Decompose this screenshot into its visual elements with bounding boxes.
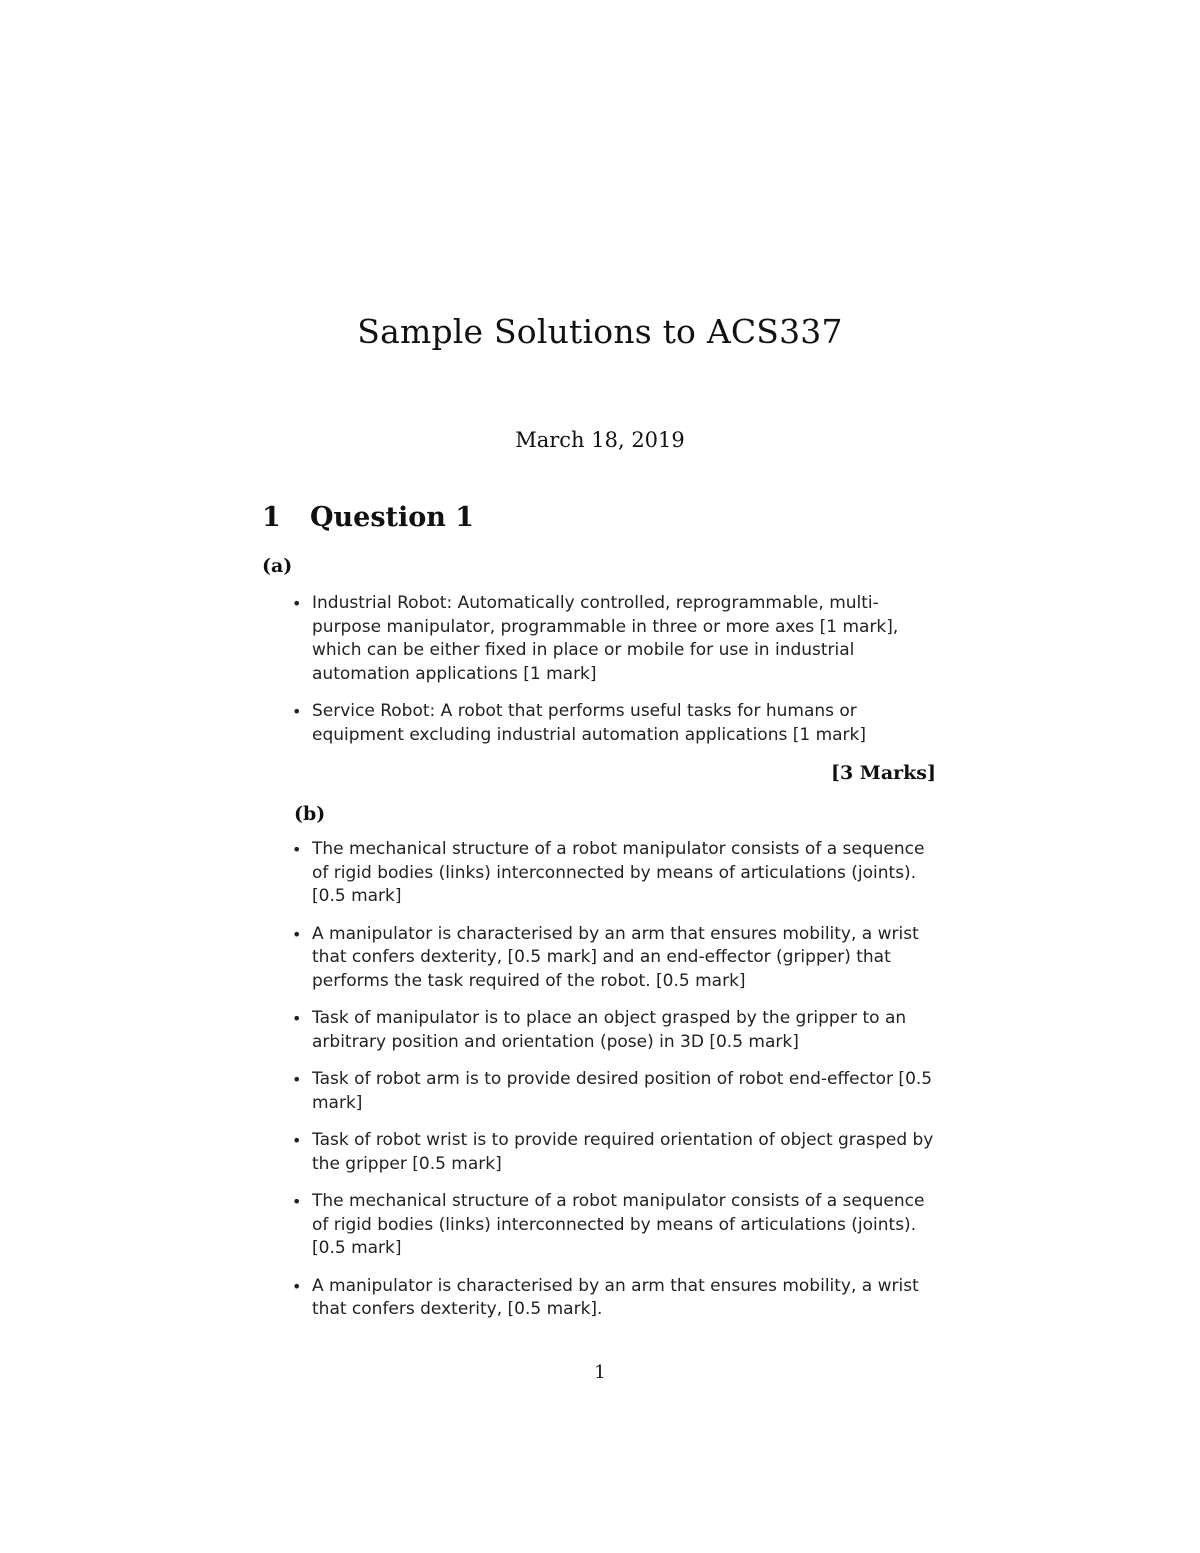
- section-heading: [262, 502, 474, 533]
- part-a-marks-total: [3 Marks]: [830, 762, 936, 784]
- list-item: • A manipulator is characterised by an arm that ensures mobility, a wrist that confers dexterity, [0.5 mark] and an end-effector (gripper) that performs the task required of the robot. [0.5 mark]: [290, 923, 940, 994]
- part-b-label: (b): [294, 803, 326, 825]
- list-item: • Task of manipulator is to place an object grasped by the gripper to an arbitrary position and orientation (pose) in 3D [0.5 mark]: [290, 1007, 940, 1054]
- section-title: Question 1: [310, 502, 475, 533]
- section-number: 1: [262, 502, 281, 533]
- document-date: March 18, 2019: [515, 428, 685, 452]
- list-item: • Task of robot wrist is to provide required orientation of object grasped by the gripper [0.5 mark]: [290, 1129, 940, 1176]
- list-item: • Service Robot: A robot that performs useful tasks for humans or equipment excluding industrial automation applications [1 mark]: [290, 700, 940, 747]
- list-item: • A manipulator is characterised by an arm that ensures mobility, a wrist that confers dexterity, [0.5 mark].: [290, 1275, 940, 1322]
- list-item: • The mechanical structure of a robot manipulator consists of a sequence of rigid bodies (links) interconnected by means of articulations (joints). [0.5 mark]: [290, 838, 940, 909]
- part-a-label: (a): [262, 555, 293, 577]
- document-title: Sample Solutions to ACS337: [357, 312, 843, 351]
- page-number: 1: [594, 1362, 606, 1383]
- part-a-list: [290, 592, 940, 761]
- list-item: • The mechanical structure of a robot manipulator consists of a sequence of rigid bodies (links) interconnected by means of articulations (joints). [0.5 mark]: [290, 1190, 940, 1261]
- list-item: • Industrial Robot: Automatically controlled, reprogrammable, multi-purpose manipulator, programmable in three or more axes [1 mark], which can be either fixed in place or mobile for use in industrial automation applications [1 mark]: [290, 592, 940, 686]
- list-item: • Task of robot arm is to provide desired position of robot end-effector [0.5 mark]: [290, 1068, 940, 1115]
- part-b-list: [290, 838, 940, 1336]
